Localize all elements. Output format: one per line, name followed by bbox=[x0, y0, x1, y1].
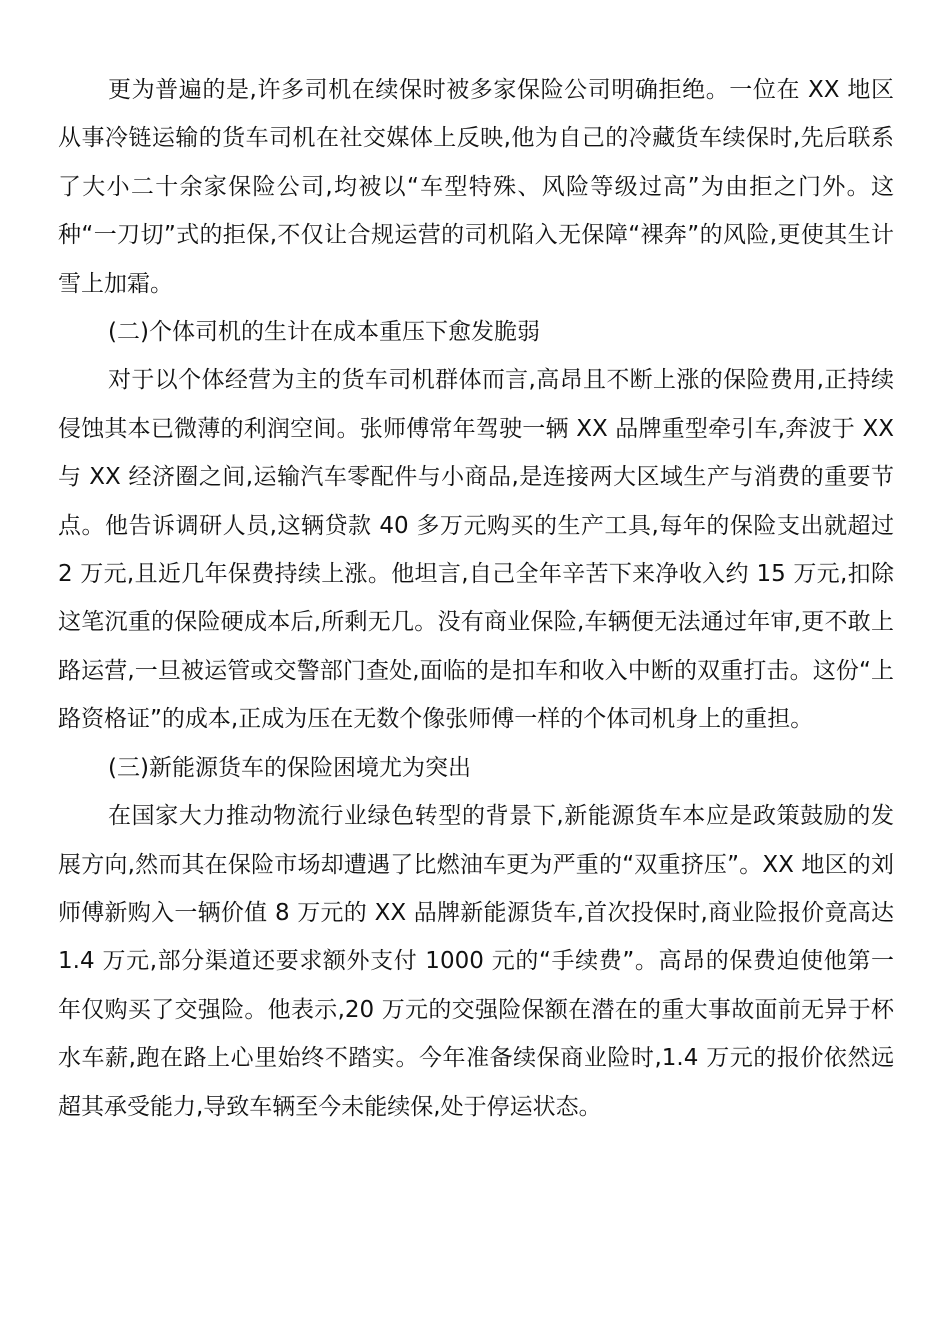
document-page bbox=[58, 66, 894, 1131]
paragraph-refusal: 更为普遍的是,许多司机在续保时被多家保险公司明确拒绝。一位在 XX 地区从事冷链运输的货车司机在社交媒体上反映,他为自己的冷藏货车续保时,先后联系了大小二十余家保险公司,均被以“车型特殊、风险等级过高”为由拒之门外。这种“一刀切”式的拒保,不仅让合规运营的司机陷入无保障“裸奔”的风险,更使其生计雪上加霜。 bbox=[58, 77, 894, 297]
section-heading-2: (二)个体司机的生计在成本重压下愈发脆弱 bbox=[108, 319, 540, 346]
section-heading-3: (三)新能源货车的保险困境尤为突出 bbox=[108, 754, 471, 781]
paragraph-individual-drivers: 对于以个体经营为主的货车司机群体而言,高昂且不断上涨的保险费用,正持续侵蚀其本已微薄的利润空间。张师傅常年驾驶一辆 XX 品牌重型牵引车,奔波于 XX 与 XX 经济圈之间,运输汽车零配件与小商品,是连接两大区域生产与消费的重要节点。他告诉调研人员,这辆贷款 40 多万元购买的生产工具,每年的保险支出就超过 2 万元,且近几年保费持续上涨。他坦言,自己全年辛苦下来净收入约 15 万元,扣除这笔沉重的保险硬成本后,所剩无几。没有商业保险,车辆便无法通过年审,更不敢上路运营,一旦被运管或交警部门查处,面临的是扣车和收入中断的双重打击。这份“上路资格证”的成本,正成为压在无数个像张师傅一样的个体司机身上的重担。 bbox=[58, 367, 894, 733]
paragraph-new-energy-trucks: 在国家大力推动物流行业绿色转型的背景下,新能源货车本应是政策鼓励的发展方向,然而其在保险市场却遭遇了比燃油车更为严重的“双重挤压”。XX 地区的刘师傅新购入一辆价值 8 万元的 XX 品牌新能源货车,首次投保时,商业险报价竟高达 1.4 万元,部分渠道还要求额外支付 1000 元的“手续费”。高昂的保费迫使他第一年仅购买了交强险。他表示,20 万元的交强险保额在潜在的重大事故面前无异于杯水车薪,跑在路上心里始终不踏实。今年准备续保商业险时,1.4 万元的报价依然远超其承受能力,导致车辆至今未能续保,处于停运状态。 bbox=[58, 803, 894, 1120]
